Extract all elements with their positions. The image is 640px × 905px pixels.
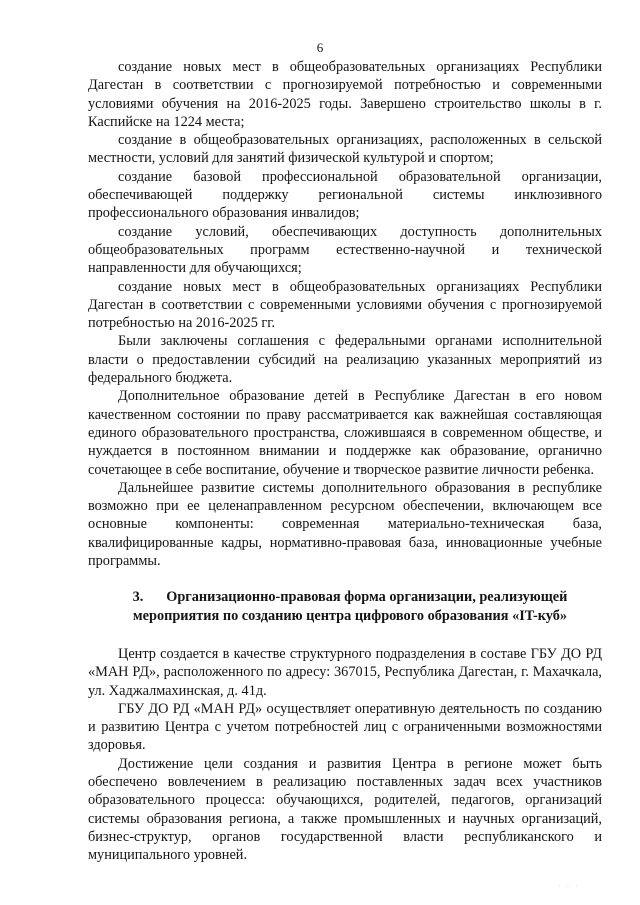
scan-artifact: · · ·	[558, 882, 580, 891]
paragraph: создание новых мест в общеобразовательных организациях Республики Дагестан в соответствии с современными условиями обучения с прогнозируемой потребностью на 2016-2025 гг.	[88, 278, 602, 332]
section-heading	[88, 588, 602, 625]
paragraph: Были заключены соглашения с федеральными органами исполнительной власти о предоставлении субсидий на реализацию указанных мероприятий из федерального бюджета.	[88, 333, 602, 387]
document-body	[88, 58, 602, 864]
paragraph: создание в общеобразовательных организациях, расположенных в сельской местности, условий для занятий физической культурой и спортом;	[88, 132, 602, 167]
paragraph: Дополнительное образование детей в Республике Дагестан в его новом качественном состоянии по праву рассматривается как важнейшая составляющая единого образовательного пространства, сложившаяся в современном обществе, и нуждается в постоянном внимании и поддержке как образование, органично сочетающее в себе воспитание, обучение и творческое развитие личности ребенка.	[88, 388, 602, 478]
paragraph: ГБУ ДО РД «МАН РД» осуществляет оперативную деятельность по созданию и развитию Центра с учетом потребностей лиц с ограниченными возможностями здоровья.	[88, 700, 602, 754]
paragraph: Центр создается в качестве структурного подразделения в составе ГБУ ДО РД «МАН РД», расположенного по адресу: 367015, Республика Дагестан, г. Махачкала, ул. Хаджалмахинская, д. 41д.	[88, 645, 602, 699]
paragraph: создание новых мест в общеобразовательных организациях Республики Дагестан в соответствии с прогнозируемой потребностью и современными условиями обучения на 2016-2025 годы. Завершено строительство школы в г. Каспийске на 1224 места;	[88, 59, 602, 130]
section-number: 3.	[132, 589, 144, 606]
paragraph: Дальнейшее развитие системы дополнительного образования в республике возможно при ее целенаправленном ресурсном обеспечении, включающем все основные компоненты: современная материально-техническая база, квалифицированные кадры, нормативно-правовая база, инновационные учебные программы.	[88, 479, 602, 570]
section-title: Организационно-правовая форма организации, реализующей мероприятия по созданию центра цифрового образования «IT-куб»	[132, 589, 568, 624]
paragraph: создание условий, обеспечивающих доступность дополнительных общеобразовательных программ естественно-научной и технической направленности для обучающихся;	[88, 223, 602, 277]
page-number: 6	[316, 40, 324, 55]
paragraph: Достижение цели создания и развития Центра в регионе может быть обеспечено вовлечением в реализацию поставленных задач всех участников образовательного процесса: обучающихся, родителей, педагогов, организаций системы образования региона, а также промышленных и научных организаций, бизнес-структур, органов государственной власти республиканского и муниципального уровней.	[88, 755, 602, 864]
paragraph: создание базовой профессиональной образовательной организации, обеспечивающей поддержку региональной системы инклюзивного профессионального образования инвалидов;	[88, 168, 602, 222]
